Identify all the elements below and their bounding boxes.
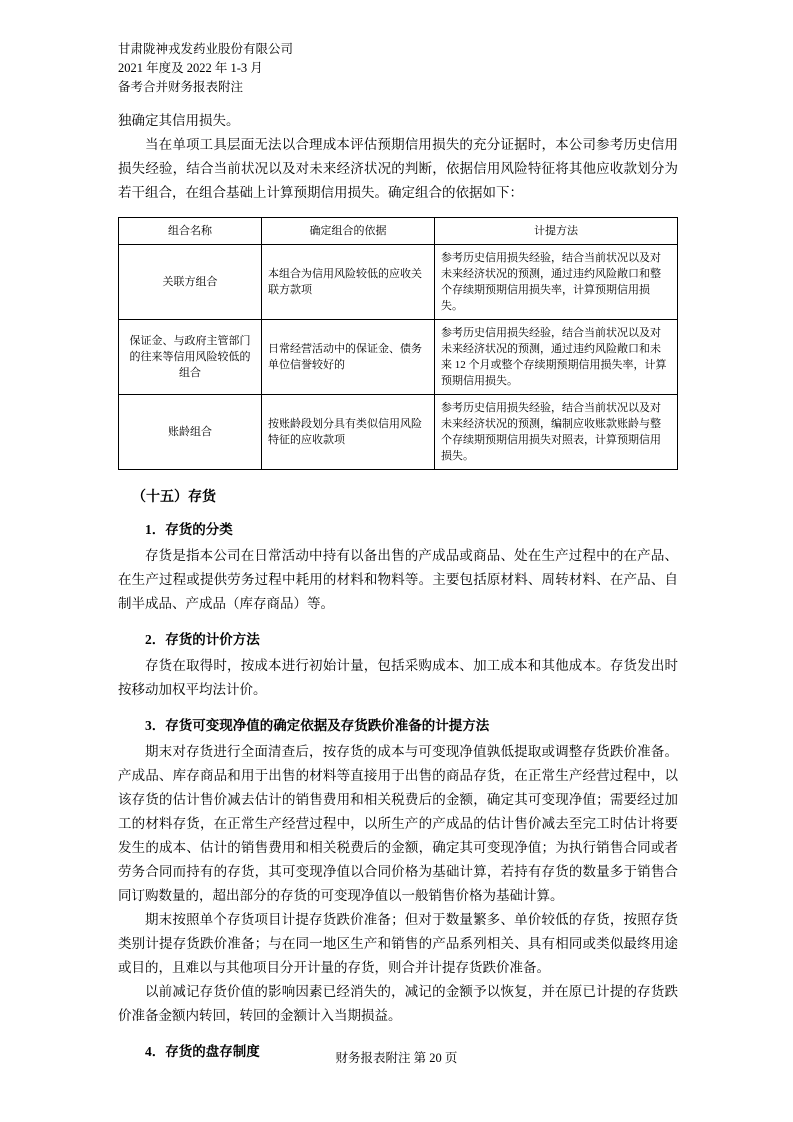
nrv-paragraph-3: 以前减记存货价值的影响因素已经消失的，减记的金额予以恢复，并在原已计提的存货跌价准备金额内转回，转回的金额计入当期损益。 — [118, 984, 678, 1023]
cell-name: 关联方组合 — [119, 245, 262, 320]
document-header — [118, 40, 678, 97]
page-content — [118, 40, 678, 1066]
continuation-line: 独确定其信用损失。 — [118, 113, 240, 128]
cell-method: 参考历史信用损失经验，结合当前状况以及对未来经济状况的预测，通过违约风险敞口和整个存续期预期信用损失率，计算预期信用损失。 — [435, 245, 678, 320]
table-header-row — [119, 218, 678, 245]
nrv-paragraph-1: 期末对存货进行全面清查后，按存货的成本与可变现净值孰低提取或调整存货跌价准备。产成品、库存商品和用于出售的材料等直接用于出售的商品存货，在正常生产经营过程中，以该存货的估计售价减去估计的销售费用和相关税费后的金额，确定其可变现净值；需要经过加工的材料存货，在正常生产经营过程中，以所生产的产成品的估计售价减去至完工时估计将要发生的成本、估计的销售费用和相关税费后的金额，确定其可变现净值；为执行销售合同或者劳务合同而持有的存货，其可变现净值以合同价格为基础计算，若持有存货的数量多于销售合同订购数量的，超出部分的存货的可变现净值以一般销售价格为基础计算。 — [118, 744, 678, 903]
col-header-name: 组合名称 — [119, 218, 262, 245]
table-row — [119, 395, 678, 470]
col-header-basis: 确定组合的依据 — [262, 218, 435, 245]
cell-method: 参考历史信用损失经验，结合当前状况以及对未来经济状况的预测，编制应收账款账龄与整个存续期预期信用损失对照表，计算预期信用损失。 — [435, 395, 678, 470]
cell-name: 账龄组合 — [119, 395, 262, 470]
col-header-method: 计提方法 — [435, 218, 678, 245]
header-company: 甘肃陇神戎发药业股份有限公司 — [118, 42, 294, 56]
cell-method: 参考历史信用损失经验，结合当前状况以及对未来经济状况的预测，通过违约风险敞口和未来 12 个月或整个存续期预期信用损失率，计算预期信用损失。 — [435, 320, 678, 395]
cell-basis: 日常经营活动中的保证金、债务单位信誉较好的 — [262, 320, 435, 395]
page-footer: 财务报表附注 第 20 页 — [335, 1051, 458, 1065]
table-row — [119, 245, 678, 320]
header-period: 2021 年度及 2022 年 1-3 月 — [118, 61, 263, 75]
subsection-heading-stocktaking: 4．存货的盘存制度 — [145, 1044, 260, 1059]
intro-paragraph: 当在单项工具层面无法以合理成本评估预期信用损失的充分证据时，本公司参考历史信用损失经验，结合当前状况以及对未来经济状况的判断，依据信用风险特征将其他应收款划分为若干组合，在组合基础上计算预期信用损失。确定组合的依据如下： — [118, 137, 678, 200]
subsection-heading-valuation: 2．存货的计价方法 — [145, 632, 260, 647]
section-heading-inventory: （十五）存货 — [132, 490, 216, 505]
cell-name: 保证金、与政府主管部门的往来等信用风险较低的组合 — [119, 320, 262, 395]
subsection-heading-nrv: 3．存货可变现净值的确定依据及存货跌价准备的计提方法 — [145, 718, 490, 733]
cell-basis: 按账龄段划分具有类似信用风险特征的应收款项 — [262, 395, 435, 470]
header-doctype: 备考合并财务报表附注 — [118, 80, 244, 94]
classification-paragraph: 存货是指本公司在日常活动中持有以备出售的产成品或商品、处在生产过程中的在产品、在生产过程或提供劳务过程中耗用的材料和物料等。主要包括原材料、周转材料、在产品、自制半成品、产成品（库存商品）等。 — [118, 548, 678, 611]
portfolio-basis-table — [118, 217, 678, 470]
nrv-paragraph-2: 期末按照单个存货项目计提存货跌价准备；但对于数量繁多、单价较低的存货，按照存货类别计提存货跌价准备；与在同一地区生产和销售的产品系列相关、具有相同或类似最终用途或目的，且难以与其他项目分开计量的存货，则合并计提存货跌价准备。 — [118, 912, 678, 975]
table-row — [119, 320, 678, 395]
cell-basis: 本组合为信用风险较低的应收关联方款项 — [262, 245, 435, 320]
subsection-heading-classification: 1．存货的分类 — [145, 522, 233, 537]
valuation-paragraph: 存货在取得时，按成本进行初始计量，包括采购成本、加工成本和其他成本。存货发出时按移动加权平均法计价。 — [118, 658, 678, 697]
